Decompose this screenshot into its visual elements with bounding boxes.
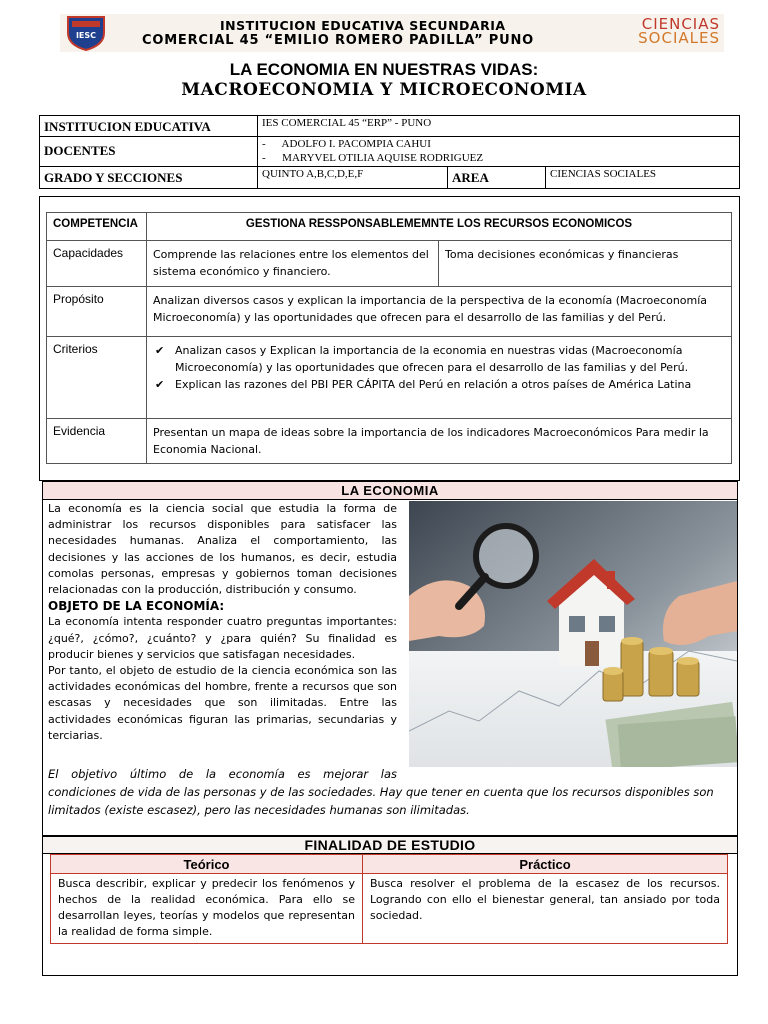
page-title: LA ECONOMIA EN NUESTRAS VIDAS: xyxy=(229,60,539,79)
school-name: COMERCIAL 45 “EMILIO ROMERO PADILLA” PUNO xyxy=(142,33,534,48)
finalidad-heading: FINALIDAD DE ESTUDIO xyxy=(42,836,738,854)
criterios-list xyxy=(153,342,725,393)
capacidad-item: Comprende las relaciones entre los elementos del sistema económico y financiero. xyxy=(147,241,439,287)
proposito-text: Analizan diversos casos y explican la importancia de la perspectiva de la economía (Macroeconomía Microeconomía) y las oportunidades que ofrecen para el desarrollo de las familias y del Perú. xyxy=(147,287,732,337)
economia-paragraph: Por tanto, el objeto de estudio de la ciencia económica son las actividades económicas del hombre, frente a recursos que son escasas y necesidades que son ilimitadas. Entre las actividades económicas figuran las primarias, secundarias y terciarias. xyxy=(48,664,397,742)
brand-top: CIENCIAS xyxy=(641,15,720,33)
objetivo-rest: condiciones de vida de las personas y de las sociedades. Hay que tener en cuenta que los recursos disponibles son limitados (existe escasez), pero las necesidades humanas son ilimitadas. xyxy=(48,785,714,817)
economia-paragraph: La economía intenta responder cuatro preguntas importantes: ¿qué?, ¿cómo?, ¿cuánto? y ¿para quién? Su finalidad es producir bienes y servicios que satisfagan necesidades. xyxy=(48,615,397,661)
grado-value: QUINTO A,B,C,D,E,F xyxy=(258,167,448,189)
competencia-table xyxy=(46,212,732,464)
objetivo-line: El objetivo último de la economía es mejorar las xyxy=(48,767,397,781)
economia-heading: LA ECONOMIA xyxy=(42,481,738,500)
objeto-heading: OBJETO DE LA ECONOMÍA: xyxy=(48,599,225,614)
economia-paragraph: La economía es la ciencia social que estudia la forma de administrar los recursos disponibles para satisfacer las necesidades humanas. Analiza el comportamiento, las decisiones y las acciones de los humanos, es decir, estudia comolas personas, empresas y gobiernos toman decisiones relacionadas con la producción, distribución y consumo. xyxy=(48,502,397,597)
docente-item: - MARYVEL OTILIA AQUISE RODRIGUEZ xyxy=(262,152,484,164)
area-value: CIENCIAS SOCIALES xyxy=(546,167,740,189)
objetivo-paragraph xyxy=(48,765,728,819)
economy-photo xyxy=(409,501,737,767)
evidencia-label: Evidencia xyxy=(47,419,147,464)
practico-header: Práctico xyxy=(363,855,728,874)
criterios-label: Criterios xyxy=(47,337,147,419)
brand-bottom: SOCIALES xyxy=(638,29,720,47)
evidencia-text: Presentan un mapa de ideas sobre la importancia de los indicadores Macroeconómicos Para medir la Economia Nacional. xyxy=(147,419,732,464)
svg-text:IESC: IESC xyxy=(75,31,97,40)
proposito-label: Propósito xyxy=(47,287,147,337)
finalidad-table xyxy=(50,854,728,944)
competencia-label: COMPETENCIA xyxy=(47,213,147,241)
area-label: AREA xyxy=(448,167,546,189)
institucion-value: IES COMERCIAL 45 “ERP” - PUNO xyxy=(258,116,740,137)
economia-text xyxy=(48,501,397,744)
school-type: INSTITUCION EDUCATIVA SECUNDARIA xyxy=(220,18,506,33)
page-subtitle: MACROECONOMIA Y MICROECONOMIA xyxy=(181,80,587,100)
header-banner xyxy=(60,14,724,52)
institucion-label: INSTITUCION EDUCATIVA xyxy=(40,116,258,137)
teorico-header: Teórico xyxy=(51,855,363,874)
teorico-text: Busca describir, explicar y predecir los fenómenos y hechos de la realidad económica. Para ello se desarrollan leyes, teorías y modelos que representan la realidad de forma simple. xyxy=(51,874,363,944)
info-table xyxy=(39,115,740,189)
criterio-item: ✔ Analizan casos y Explican la importancia de la economia en nuestras vidas (Macroeconomía Microeconomía) y las oportunidades que ofrecen para el desarrollo de las familias y del Perú. xyxy=(153,342,725,376)
practico-text: Busca resolver el problema de la escasez de los recursos. Logrando con ello el bienestar general, tan ansiado por toda sociedad. xyxy=(363,874,728,944)
capacidades-label: Capacidades xyxy=(47,241,147,287)
school-crest-icon xyxy=(62,15,110,51)
docentes-label: DOCENTES xyxy=(40,137,258,167)
ciencias-sociales-logo xyxy=(638,17,720,45)
competencia-value: GESTIONA RESSPONSABLEMEMNTE LOS RECURSOS ECONOMICOS xyxy=(147,213,732,241)
criterio-item: ✔ Explican las razones del PBI PER CÁPITA del Perú en relación a otros países de América Latina xyxy=(153,376,725,393)
grado-label: GRADO Y SECCIONES xyxy=(40,167,258,189)
docente-item: - ADOLFO I. PACOMPIA CAHUI xyxy=(262,138,431,150)
capacidad-item: Toma decisiones económicas y financieras xyxy=(439,241,732,287)
